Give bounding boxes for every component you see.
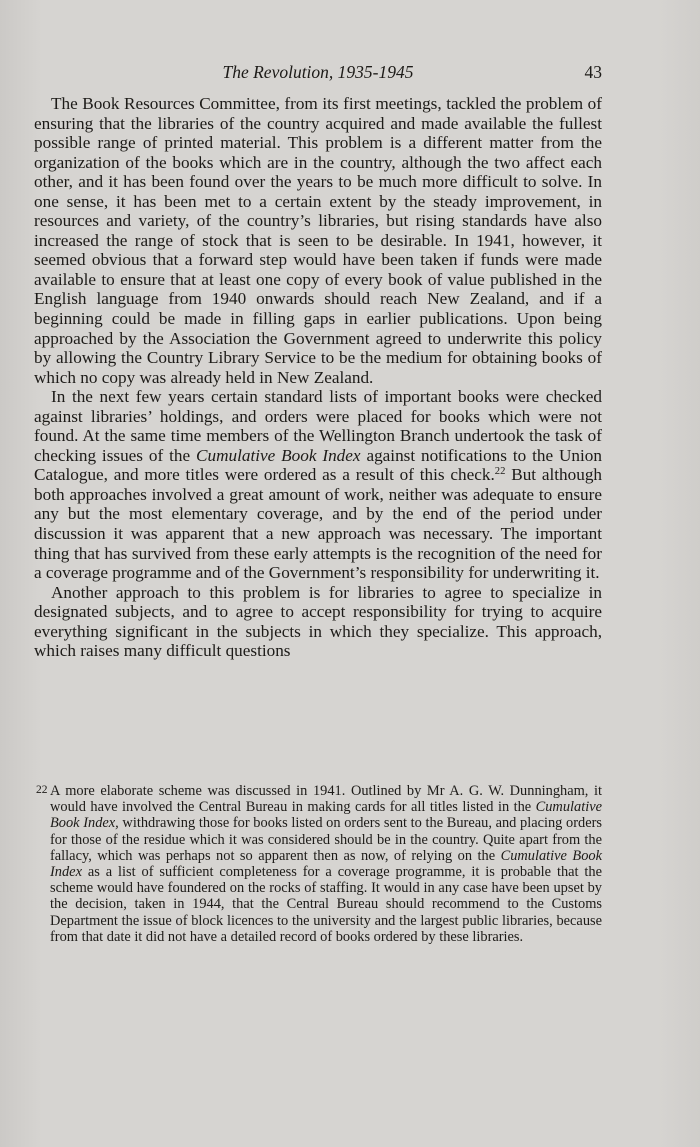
footnote-text-c: as a list of sufficient completeness for a coverage programme, it is probable that the scheme would have foundered on the rocks of staffing. It would in any case have been upset by the decision, taken in 1944, that the Central Bureau should recommend to the Customs Department the issue of block licences to the university and the largest public libraries, because from that date it did not have a detailed record of books ordered by these libraries. (50, 864, 602, 945)
paragraph-3 (34, 583, 602, 661)
footnote-text (50, 783, 602, 945)
paragraph-3-text: Another approach to this problem is for libraries to agree to specialize in designated subjects, and to agree to accept responsibility for trying to acquire everything significant in the subjects in which they specialize. This approach, which raises many difficult questions (34, 582, 602, 661)
page-number: 43 (584, 62, 602, 82)
title-cumulative-book-index: Cumulative Book Index (196, 445, 361, 465)
running-title: The Revolution, 1935-1945 (222, 62, 414, 82)
paragraph-2-text-b: against notifications to the Union Catalogue, and more titles were ordered as a result of this check. (34, 445, 602, 485)
paragraph-2-text-c: But although both approaches involved a great amount of work, neither was adequate to ensure any but the most elementary coverage, and by the end of the period under discussion it was apparent that a new approach was necessary. The important thing that has survived from these early attempts is the recognition of the need for a coverage programme and of the Government’s responsibility for underwriting it. (34, 465, 603, 583)
footnote-text-a: A more elaborate scheme was discussed in 1941. Outlined by Mr A. G. W. Dunningham, it would have involved the Central Bureau in making cards for all titles listed in the (50, 783, 602, 816)
footnote-title-2: Cumulative Book Index (50, 847, 602, 881)
footnote (34, 783, 602, 945)
paragraph-1-text: The Book Resources Committee, from its first meetings, tackled the problem of ensuring that the libraries of the country acquired and made available the fullest possible range of printed material. This problem is a different matter from the organization of the books which are in the country, although the two affect each other, and it has been found over the years to be much more difficult to solve. In one sense, it has been met to a certain extent by the steady improvement, in resources and variety, of the country’s libraries, but rising standards have also increased the range of stock that is seen to be desirable. In 1941, however, it seemed obvious that a forward step would have been taken if funds were made available to ensure that at least one copy of every book of value published in the English language from 1940 onwards should reach New Zealand, and if a beginning could be made in filling gaps in earlier publications. Upon being approached by the Association the Government agreed to underwrite this policy by allowing the Country Library Service to be the medium for obtaining books of which no copy was already held in New Zealand. (34, 94, 602, 387)
footnote-title-1: Cumulative Book Index, (50, 799, 602, 832)
paragraph-2-text-a: In the next few years certain standard lists of important books were checked against libraries’ holdings, and orders were placed for books which were not found. At the same time members of the Wellington Branch undertook the task of checking issues of the (34, 387, 602, 465)
footnote-reference: 22 (494, 466, 506, 478)
paragraph-1 (34, 94, 602, 387)
running-header (34, 62, 602, 86)
paragraph-2 (34, 387, 602, 582)
footnote-marker: 22 (36, 784, 48, 796)
body-text (34, 94, 602, 661)
footnote-text-b: withdrawing those for books listed on orders sent to the Bureau, and placing orders for those of the residue which it was considered should be in the country. Quite apart from the fallacy, which was perhaps not so apparent then as now, of relying on the (50, 815, 602, 864)
